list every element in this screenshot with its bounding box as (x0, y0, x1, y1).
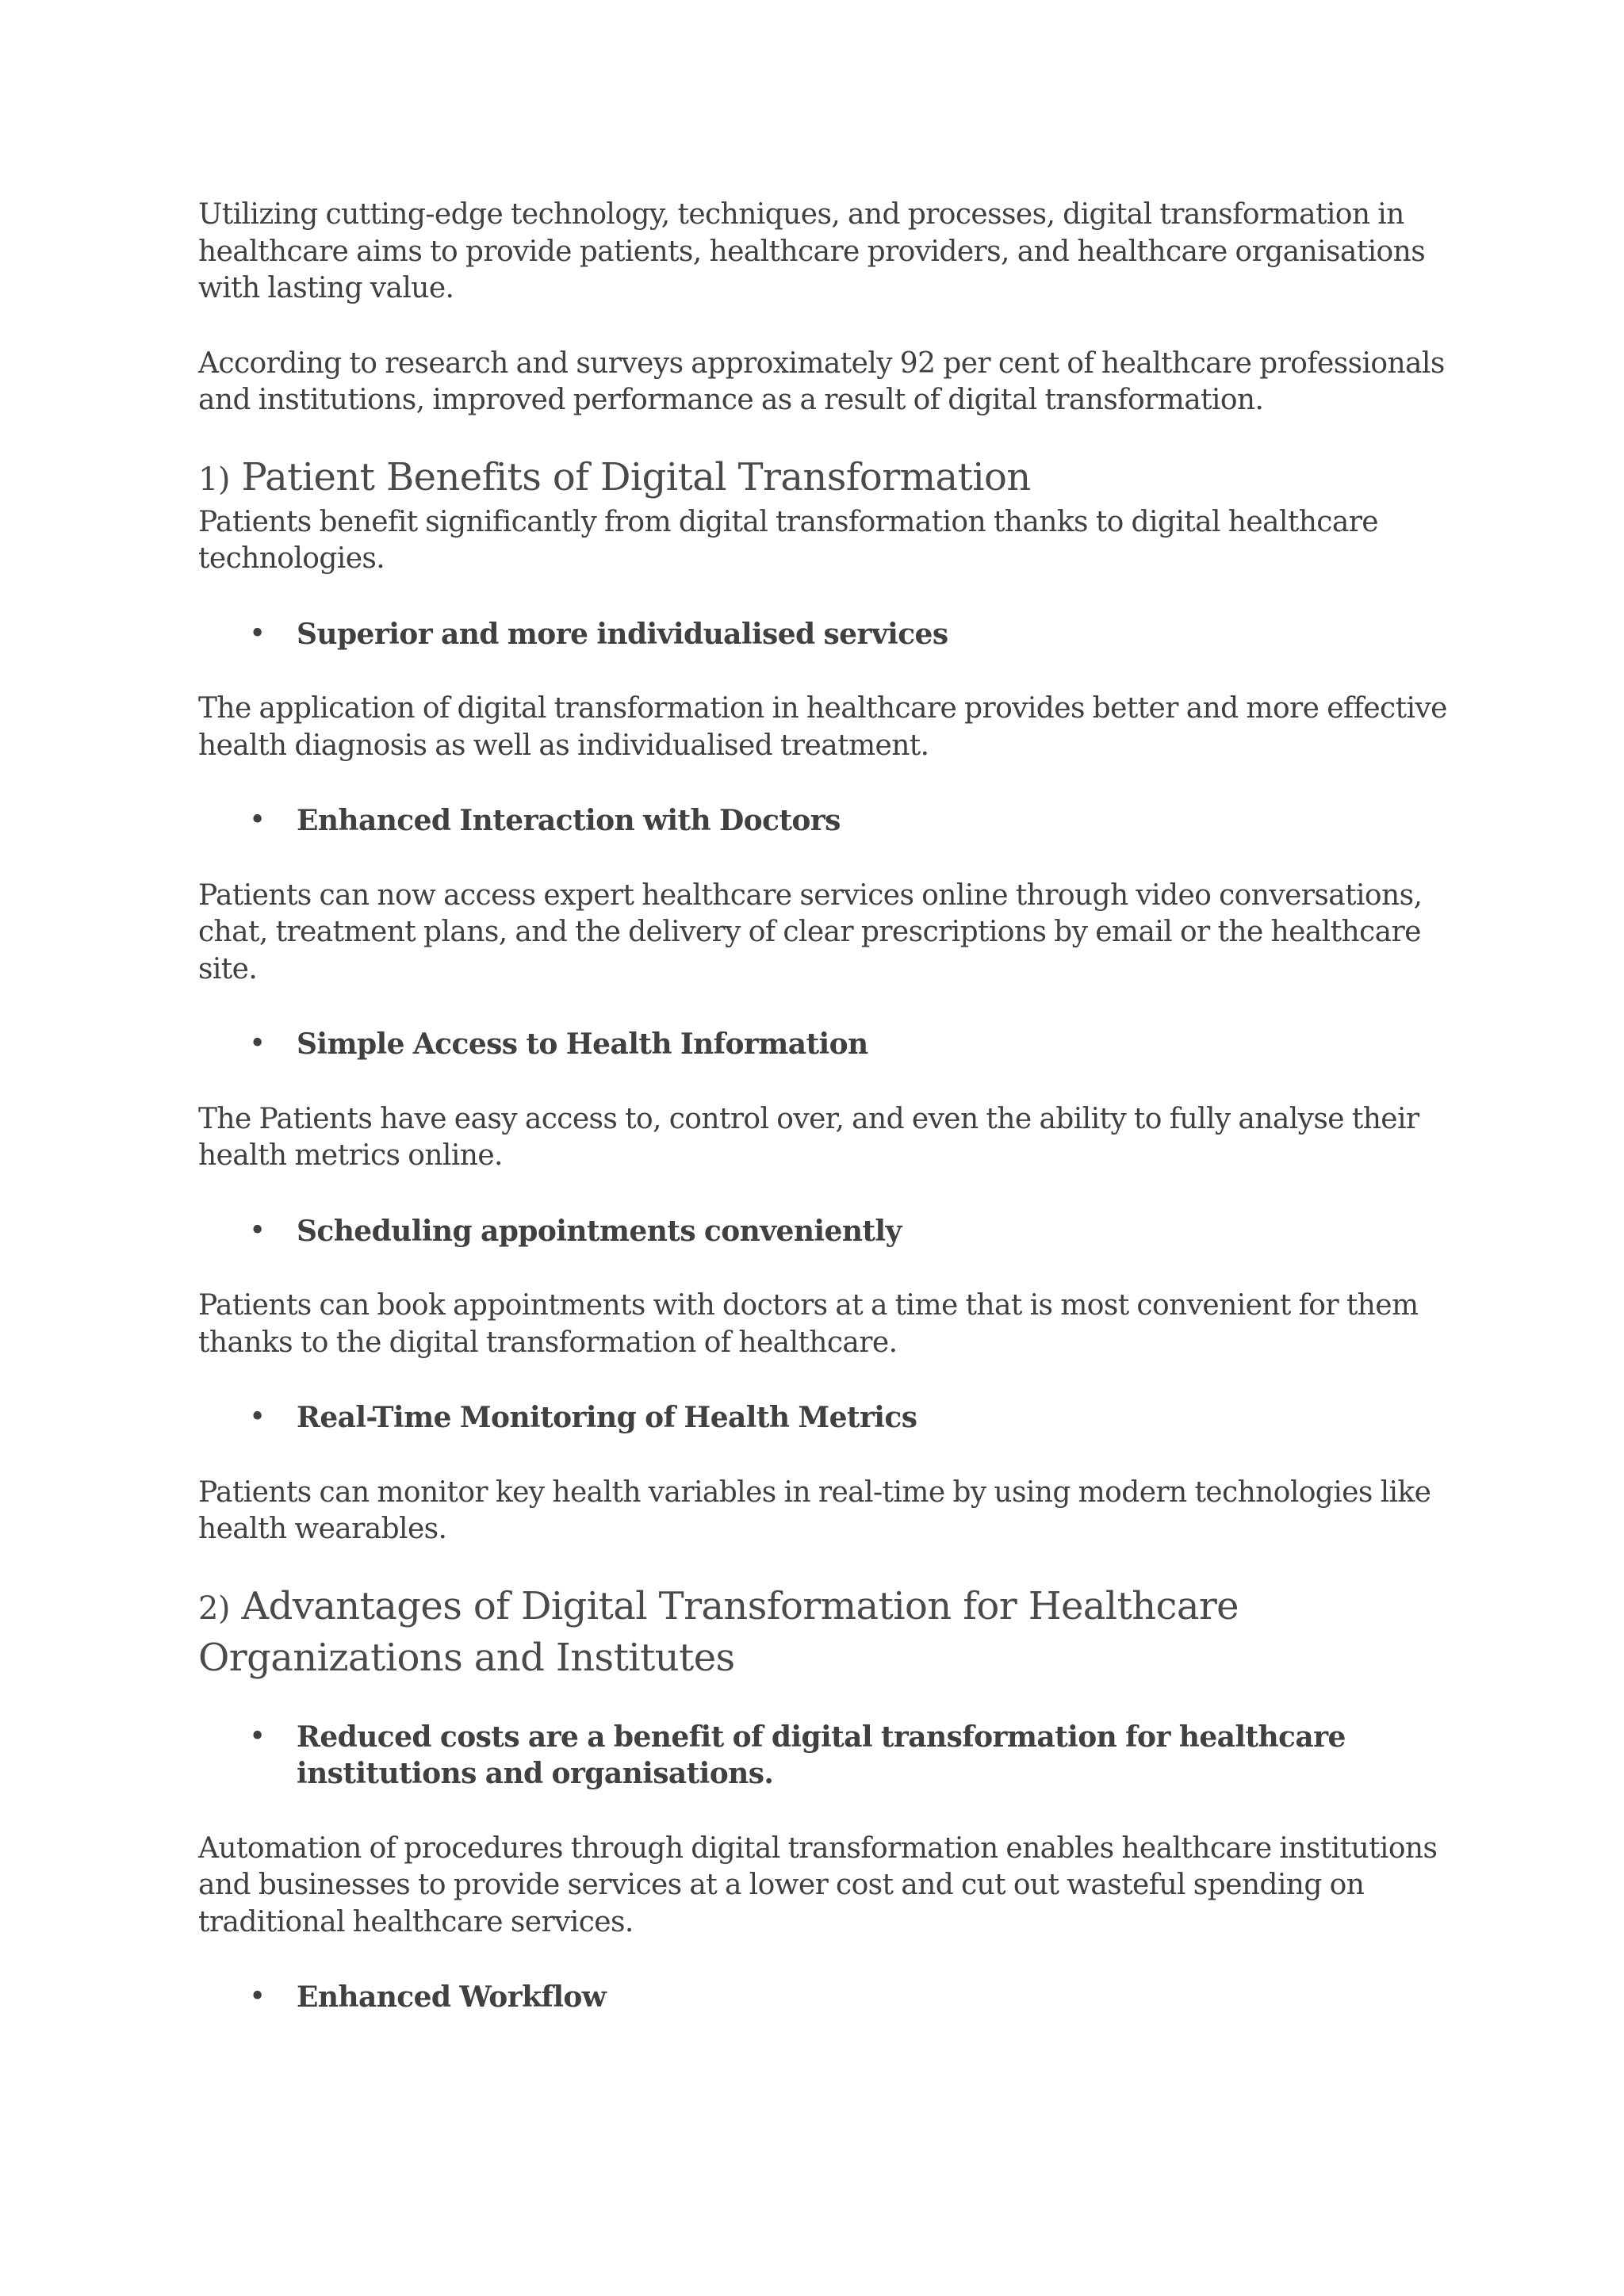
bullet-item-individualised-services (198, 616, 1451, 653)
body-paragraph: Patients can monitor key health variables in real-time by using modern technologies like health wearables. (198, 1475, 1431, 1545)
intro-paragraph-1: Utilizing cutting-edge technology, techniques, and processes, digital transformation in healthcare aims to provide patients, healthcare providers, and healthcare organisations with lasting value. (198, 198, 1426, 304)
bullet-icon: • (249, 804, 266, 836)
bullet-icon: • (249, 1980, 266, 2013)
bullet-heading: Simple Access to Health Information (297, 1027, 868, 1061)
body-paragraph: The Patients have easy access to, control over, and even the ability to fully analyse their health metrics online. (198, 1102, 1419, 1172)
body-paragraph: Patients can book appointments with doctors at a time that is most convenient for them thanks to the digital transformation of healthcare. (198, 1289, 1419, 1359)
section-2-heading (198, 1582, 1451, 1682)
bullet-icon: • (249, 617, 266, 650)
section-2-number: 2) (198, 1590, 230, 1627)
section-1-lead: Patients benefit significantly from digital transformation thanks to digital healthcare technologies. (198, 505, 1379, 575)
body-paragraph: Patients can now access expert healthcare services online through video conversations, chat, treatment plans, and the delivery of clear prescriptions by email or the healthcare site. (198, 878, 1423, 985)
bullet-item-health-information (198, 1026, 1451, 1063)
section-1-title: Patient Benefits of Digital Transformation (241, 454, 1031, 499)
section-1-number: 1) (198, 461, 230, 498)
section-2-title: Advantages of Digital Transformation for Healthcare Organizations and Institutes (198, 1583, 1239, 1680)
bullet-item-interaction-with-doctors (198, 802, 1451, 840)
bullet-heading: Enhanced Interaction with Doctors (297, 804, 841, 837)
bullet-heading: Enhanced Workflow (297, 1980, 607, 2014)
bullet-heading: Real-Time Monitoring of Health Metrics (297, 1401, 917, 1434)
bullet-icon: • (249, 1214, 266, 1247)
bullet-item-scheduling-appointments (198, 1213, 1451, 1250)
bullet-icon: • (249, 1720, 266, 1753)
bullet-heading: Superior and more individualised services (297, 617, 948, 651)
bullet-item-enhanced-workflow (198, 1979, 1451, 2016)
document-page (198, 197, 1451, 2054)
bullet-heading: Reduced costs are a benefit of digital transformation for healthcare institutions and organisations. (297, 1720, 1346, 1790)
bullet-icon: • (249, 1401, 266, 1433)
bullet-heading: Scheduling appointments conveniently (297, 1214, 902, 1248)
section-1-heading (198, 453, 1451, 504)
bullet-icon: • (249, 1027, 266, 1060)
bullet-item-real-time-monitoring (198, 1399, 1451, 1437)
bullet-item-reduced-costs (198, 1719, 1451, 1793)
intro-paragraph-2: According to research and surveys approximately 92 per cent of healthcare professionals and institutions, improved performance as a result of digital transformation. (198, 346, 1445, 416)
body-paragraph: The application of digital transformation in healthcare provides better and more effective health diagnosis as well as individualised treatment. (198, 692, 1447, 762)
body-paragraph: Automation of procedures through digital transformation enables healthcare institutions and businesses to provide services at a lower cost and cut out wasteful spending on traditional healthcare services. (198, 1831, 1438, 1938)
